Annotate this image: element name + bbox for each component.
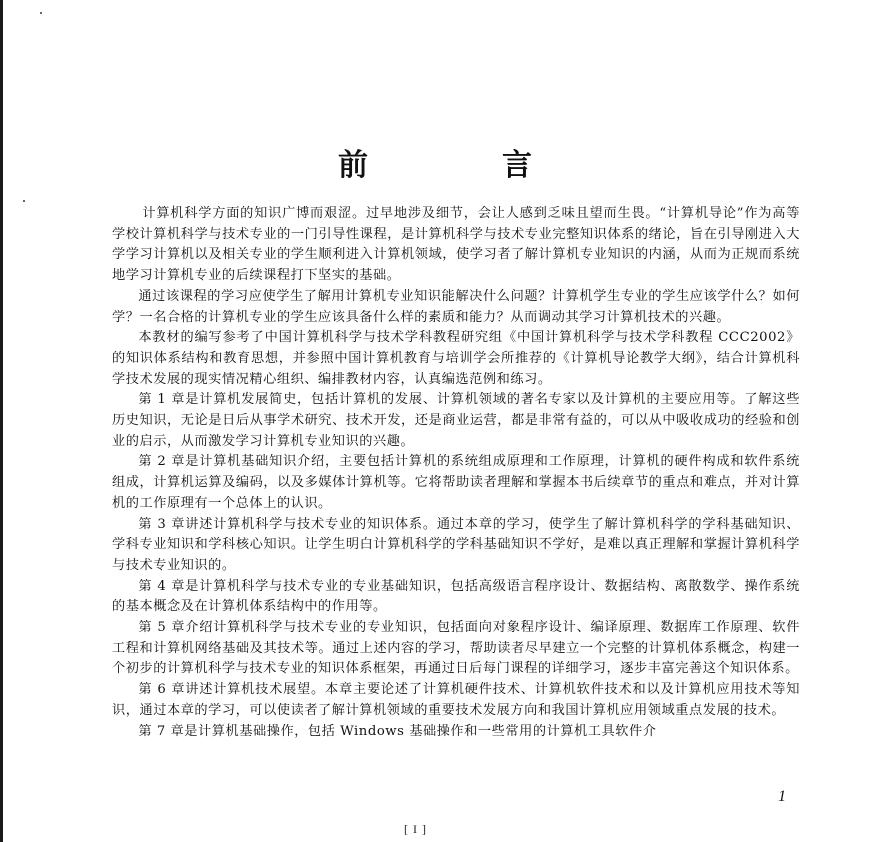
paragraph: 第 4 章是计算机科学与技术专业的专业基础知识，包括高级语言程序设计、数据结构、离散数学、操作系统的基本概念及在计算机体系结构中的作用等。 [112, 578, 800, 615]
page-number: 1 [778, 788, 786, 805]
paragraph: 第 6 章讲述计算机技术展望。本章主要论述了计算机硬件技术、计算机软件技术和以及计算机应用技术等知识，通过本章的学习，可以使读者了解计算机领域的重要技术发展方向和我国计算机应用领域重点发展的技术。 [112, 682, 800, 718]
footer-page-mark: [ I ] [404, 822, 427, 836]
scan-speck [23, 200, 25, 202]
paragraph: 计算机科学方面的知识广博而艰涩。过早地涉及细节，会让人感到乏味且望而生畏。“计算机导论”作为高等学校计算机科学与技术专业的一门引导性课程，是计算机科学与技术专业完整知识体系的绪论，旨在引导刚进入大学学习计算机以及相关专业的学生顺利进入计算机领域，使学习者了解计算机专业知识的内涵，从而为正规而系统地学习计算机专业的后续课程打下坚实的基础。 [112, 206, 800, 284]
scan-speck [40, 12, 42, 14]
paragraph: 第 1 章是计算机发展简史，包括计算机的发展、计算机领域的著名专家以及计算机的主要应用等。了解这些历史知识，无论是日后从事学术研究、技术开发，还是商业运营，都是非常有益的，可以从中吸收成功的经验和创业的启示，从而激发学习计算机专业知识的兴趣。 [112, 392, 800, 449]
preface-body [112, 204, 800, 742]
paragraph: 第 7 章是计算机基础操作，包括 Windows 基础操作和一些常用的计算机工具软件介 [138, 723, 657, 739]
page-title: 前 言 [338, 148, 584, 183]
scan-edge [0, 0, 3, 842]
paragraph: 第 5 章介绍计算机科学与技术专业的专业知识，包括面向对象程序设计、编译原理、数据库工作原理、软件工程和计算机网络基础及其技术等。通过上述内容的学习，帮助读者尽早建立一个完整的计算机体系概念，构建一个初步的计算机科学与技术专业的知识体系框架，再通过日后每门课程的详细学习，逐步丰富完善这个知识体系。 [112, 620, 800, 677]
paragraph: 第 2 章是计算机基础知识介绍，主要包括计算机的系统组成原理和工作原理，计算机的硬件构成和软件系统组成，计算机运算及编码，以及多媒体计算机等。它将帮助读者理解和掌握本书后续章节的重点和难点，并对计算机的工作原理有一个总体上的认识。 [112, 454, 800, 511]
paragraph: 本教材的编写参考了中国计算机科学与技术学科教程研究组《中国计算机科学与技术学科教程 CCC2002》的知识体系结构和教育思想，并参照中国计算机教育与培训学会所推荐的《计算机导论教学大纲》，结合计算机科学技术发展的现实情况精心组织、编排教材内容，认真编选范例和练习。 [112, 330, 800, 387]
paragraph: 第 3 章讲述计算机科学与技术专业的知识体系。通过本章的学习，使学生了解计算机科学的学科基础知识、学科专业知识和学科核心知识。让学生明白计算机科学的学科基础知识不学好，是难以真正理解和掌握计算机科学与技术专业知识的。 [112, 516, 800, 573]
paragraph: 通过该课程的学习应使学生了解用计算机专业知识能解决什么问题？计算机学生专业的学生应该学什么？如何学？一名合格的计算机专业的学生应该具备什么样的素质和能力？从而调动其学习计算机技术的兴趣。 [112, 288, 800, 325]
